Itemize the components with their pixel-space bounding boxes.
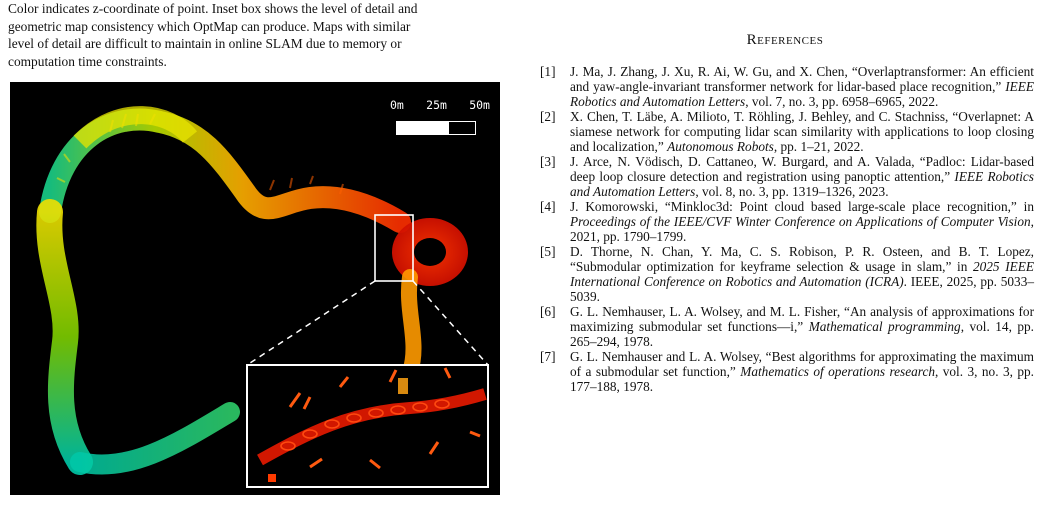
- scale-label-50: 50m: [469, 98, 490, 112]
- reference-venue: Mathematical programming: [808, 319, 961, 334]
- reference-number: [1]: [540, 64, 556, 79]
- caption-line: Color indicates z-coordinate of point. Inset box shows the level of detail and: [8, 1, 418, 16]
- reference-item: [6] G. L. Nemhauser, L. A. Wolsey, and M. L. Fisher, “An analysis of approximations for maximizing submodular set functions—i,” Mathematical programming, vol. 14, pp. 265–294, 1978.: [540, 304, 1035, 349]
- caption-line: level of detail are difficult to maintain in online SLAM due to memory or: [8, 36, 402, 51]
- references-list: [540, 64, 1034, 394]
- reference-item: [5] D. Thorne, N. Chan, Y. Ma, C. S. Robison, P. R. Osteen, and B. T. Lopez, “Submodular optimization for keyframe selection & usage in slam,” in 2025 IEEE International Conference on Robotics and Automation (ICRA). IEEE, 2025, pp. 5033–5039.: [540, 244, 1034, 304]
- scale-label-25: 25m: [426, 98, 447, 112]
- left-column: [8, 0, 518, 70]
- point-cloud-map-figure: [10, 82, 500, 495]
- reference-number: [2]: [540, 109, 556, 124]
- caption-line: geometric map consistency which OptMap can produce. Maps with similar: [8, 18, 411, 34]
- references-heading: References: [746, 32, 824, 48]
- reference-venue: Proceedings of the IEEE/CVF Winter Conference on Applications of Computer Vision: [570, 214, 1031, 229]
- reference-item: [3] J. Arce, N. Vödisch, D. Cattaneo, W. Burgard, and A. Valada, “Padloc: Lidar-based deep loop closure detection and registration using panoptic attention,” IEEE Robotics and Automation Letters, vol. 8, no. 3, pp. 1319–1326, 2023.: [540, 154, 1034, 199]
- scale-label-0: 0m: [390, 98, 404, 112]
- reference-number: [4]: [540, 199, 556, 214]
- scale-bar: [390, 98, 490, 138]
- reference-venue: Mathematics of operations research: [740, 364, 935, 379]
- reference-number: [6]: [540, 304, 556, 319]
- reference-item: [7] G. L. Nemhauser and L. A. Wolsey, “Best algorithms for approximating the maximum of a submodular set function,” Mathematics of operations research, vol. 3, no. 3, pp. 177–188, 1978.: [540, 349, 1034, 394]
- reference-venue: IEEE Robotics and Automation Letters: [570, 79, 1034, 109]
- reference-number: [3]: [540, 154, 556, 169]
- reference-venue: IEEE Robotics and Automation Letters: [570, 169, 1034, 199]
- reference-number: [5]: [540, 244, 556, 259]
- inset-zoom-box: [247, 365, 488, 487]
- reference-item: [4] J. Komorowski, “Minkloc3d: Point cloud based large-scale place recognition,” in Proceedings of the IEEE/CVF Winter Conference on Applications of Computer Vision, 2021, pp. 1790–1799.: [540, 199, 1034, 244]
- point-cloud-map: [10, 82, 500, 495]
- reference-venue: Autonomous Robots: [667, 139, 774, 154]
- scale-bar-segments: [396, 121, 476, 135]
- reference-venue: 2025 IEEE International Conference on Robotics and Automation (ICRA): [570, 259, 1034, 289]
- reference-number: [7]: [540, 349, 556, 364]
- reference-item: [2] X. Chen, T. Läbe, A. Milioto, T. Röhling, J. Behley, and C. Stachniss, “Overlapnet: A siamese network for computing lidar scan similarity with applications to loop closing and localization,” Autonomous Robots, pp. 1–21, 2022.: [540, 109, 1034, 154]
- reference-item: [1] J. Ma, J. Zhang, J. Xu, R. Ai, W. Gu, and X. Chen, “Overlaptransformer: An efficient and yaw-angle-invariant transformer network for lidar-based place recognition,” IEEE Robotics and Automation Letters, vol. 7, no. 3, pp. 6958–6965, 2022.: [540, 64, 1034, 109]
- caption-line: computation time constraints.: [8, 53, 167, 69]
- figure-caption: [8, 0, 518, 70]
